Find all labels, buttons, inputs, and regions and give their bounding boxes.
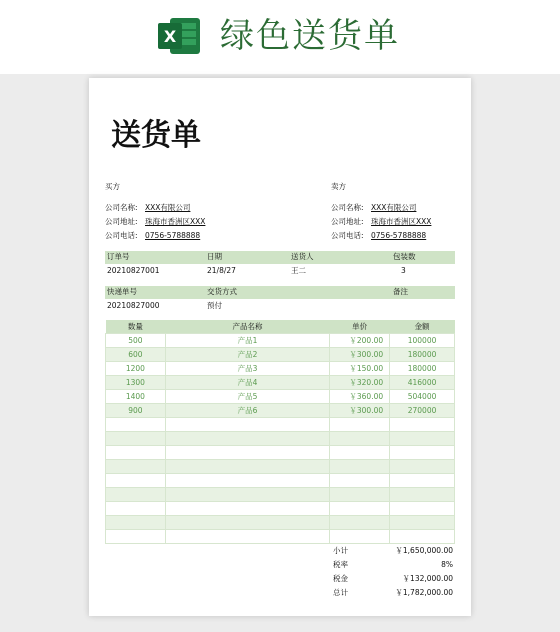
quantity-cell: 1400 bbox=[106, 389, 166, 403]
items-table bbox=[105, 320, 455, 544]
quantity-cell bbox=[106, 431, 166, 445]
seller-label: 卖方 bbox=[331, 182, 346, 191]
order-number-value: 20210827001 bbox=[107, 266, 160, 275]
product-name-cell: 产品5 bbox=[165, 389, 329, 403]
quantity-cell bbox=[106, 501, 166, 515]
unit-price-cell bbox=[330, 417, 390, 431]
table-row bbox=[106, 445, 455, 459]
table-row bbox=[106, 361, 455, 375]
quantity-cell bbox=[106, 515, 166, 529]
table-row bbox=[106, 403, 455, 417]
unit-price-cell: ￥360.00 bbox=[330, 389, 390, 403]
buyer-company-name: 公司名称: XXX有限公司 bbox=[105, 203, 191, 212]
buyer-company-address: 公司地址: 珠海市香洲区XXX bbox=[105, 217, 206, 226]
quantity-cell bbox=[106, 417, 166, 431]
product-name-cell: 产品4 bbox=[165, 375, 329, 389]
product-name-cell bbox=[165, 529, 329, 543]
seller-company-phone: 公司电话: 0756-5788888 bbox=[331, 231, 427, 240]
order-number-header: 订单号 bbox=[107, 252, 130, 261]
unit-price-cell: ￥300.00 bbox=[330, 403, 390, 417]
tax-amount-value: ￥132,000.00 bbox=[402, 574, 453, 583]
product-name-cell bbox=[165, 487, 329, 501]
amount-cell bbox=[390, 515, 455, 529]
order-header-row bbox=[105, 251, 455, 264]
product-name-cell bbox=[165, 501, 329, 515]
package-count-value: 3 bbox=[401, 266, 406, 275]
amount-cell bbox=[390, 417, 455, 431]
unit-price-cell bbox=[330, 459, 390, 473]
amount-cell: 270000 bbox=[390, 403, 455, 417]
shipping-values-row bbox=[105, 300, 455, 312]
table-row bbox=[106, 375, 455, 389]
subtotal-value: ￥1,650,000.00 bbox=[395, 546, 453, 555]
unit-price-cell bbox=[330, 473, 390, 487]
seller-company-address: 公司地址: 珠海市香洲区XXX bbox=[331, 217, 432, 226]
product-name-cell bbox=[165, 445, 329, 459]
deliverer-header: 送货人 bbox=[291, 252, 314, 261]
subtotal-row bbox=[333, 546, 453, 558]
delivery-note-sheet bbox=[89, 78, 471, 616]
buyer-label: 买方 bbox=[105, 182, 120, 191]
unit-price-cell: ￥200.00 bbox=[330, 333, 390, 347]
product-name-cell: 产品2 bbox=[165, 347, 329, 361]
unit-price-cell bbox=[330, 445, 390, 459]
tax-amount-label: 税金 bbox=[333, 574, 348, 583]
table-row bbox=[106, 501, 455, 515]
product-name-cell bbox=[165, 473, 329, 487]
delivery-method-value: 预付 bbox=[207, 301, 222, 310]
product-name-header: 产品名称 bbox=[165, 320, 329, 333]
grand-total-label: 总计 bbox=[333, 588, 348, 597]
product-name-cell: 产品1 bbox=[165, 333, 329, 347]
quantity-cell bbox=[106, 473, 166, 487]
seller-block bbox=[331, 182, 491, 242]
quantity-cell: 1200 bbox=[106, 361, 166, 375]
items-body bbox=[106, 333, 455, 544]
banner-title: 绿色送货单 bbox=[220, 16, 400, 56]
table-row bbox=[106, 431, 455, 445]
amount-cell bbox=[390, 459, 455, 473]
product-name-cell bbox=[165, 431, 329, 445]
grand-total-row bbox=[333, 588, 453, 600]
amount-cell bbox=[390, 473, 455, 487]
product-name-cell bbox=[165, 417, 329, 431]
amount-cell: 416000 bbox=[390, 375, 455, 389]
unit-price-cell: ￥300.00 bbox=[330, 347, 390, 361]
amount-cell bbox=[390, 487, 455, 501]
amount-cell: 100000 bbox=[390, 333, 455, 347]
unit-price-cell bbox=[330, 487, 390, 501]
unit-price-cell bbox=[330, 501, 390, 515]
date-header: 日期 bbox=[207, 252, 222, 261]
quantity-cell: 600 bbox=[106, 347, 166, 361]
tax-rate-row bbox=[333, 560, 453, 572]
amount-cell: 504000 bbox=[390, 389, 455, 403]
table-row bbox=[106, 473, 455, 487]
unit-price-cell bbox=[330, 431, 390, 445]
tax-amount-row bbox=[333, 574, 453, 586]
unit-price-header: 单价 bbox=[330, 320, 390, 333]
quantity-cell bbox=[106, 529, 166, 543]
subtotal-label: 小计 bbox=[333, 546, 348, 555]
table-row bbox=[106, 347, 455, 361]
unit-price-cell bbox=[330, 515, 390, 529]
table-row bbox=[106, 487, 455, 501]
remarks-header: 备注 bbox=[393, 287, 408, 296]
product-name-cell bbox=[165, 459, 329, 473]
amount-cell bbox=[390, 529, 455, 543]
product-name-cell: 产品3 bbox=[165, 361, 329, 375]
tax-rate-value: 8% bbox=[441, 560, 453, 569]
buyer-company-phone: 公司电话: 0756-5788888 bbox=[105, 231, 201, 240]
product-name-cell: 产品6 bbox=[165, 403, 329, 417]
amount-cell: 180000 bbox=[390, 361, 455, 375]
date-value: 21/8/27 bbox=[207, 266, 236, 275]
table-row bbox=[106, 389, 455, 403]
items-header-row bbox=[106, 320, 455, 333]
quantity-cell: 1300 bbox=[106, 375, 166, 389]
package-count-header: 包装数 bbox=[393, 252, 416, 261]
banner bbox=[0, 0, 560, 74]
amount-cell bbox=[390, 431, 455, 445]
quantity-cell bbox=[106, 487, 166, 501]
excel-icon bbox=[156, 14, 204, 58]
order-values-row bbox=[105, 265, 455, 277]
quantity-cell bbox=[106, 459, 166, 473]
table-row bbox=[106, 515, 455, 529]
buyer-block bbox=[105, 182, 265, 242]
deliverer-value: 王二 bbox=[291, 266, 306, 275]
svg-text:X: X bbox=[163, 27, 177, 46]
amount-header: 金额 bbox=[390, 320, 455, 333]
shipping-header-row bbox=[105, 286, 455, 299]
table-row bbox=[106, 333, 455, 347]
tracking-number-header: 快递单号 bbox=[107, 287, 137, 296]
table-row bbox=[106, 417, 455, 431]
table-row bbox=[106, 459, 455, 473]
quantity-header: 数量 bbox=[106, 320, 166, 333]
tax-rate-label: 税率 bbox=[333, 560, 348, 569]
document-title: 送货单 bbox=[111, 118, 201, 153]
amount-cell bbox=[390, 445, 455, 459]
amount-cell bbox=[390, 501, 455, 515]
amount-cell: 180000 bbox=[390, 347, 455, 361]
unit-price-cell: ￥150.00 bbox=[330, 361, 390, 375]
quantity-cell: 900 bbox=[106, 403, 166, 417]
quantity-cell bbox=[106, 445, 166, 459]
grand-total-value: ￥1,782,000.00 bbox=[395, 588, 453, 597]
seller-company-name: 公司名称: XXX有限公司 bbox=[331, 203, 417, 212]
tracking-number-value: 20210827000 bbox=[107, 301, 160, 310]
unit-price-cell bbox=[330, 529, 390, 543]
table-row bbox=[106, 529, 455, 543]
unit-price-cell: ￥320.00 bbox=[330, 375, 390, 389]
delivery-method-header: 交货方式 bbox=[207, 287, 237, 296]
quantity-cell: 500 bbox=[106, 333, 166, 347]
product-name-cell bbox=[165, 515, 329, 529]
